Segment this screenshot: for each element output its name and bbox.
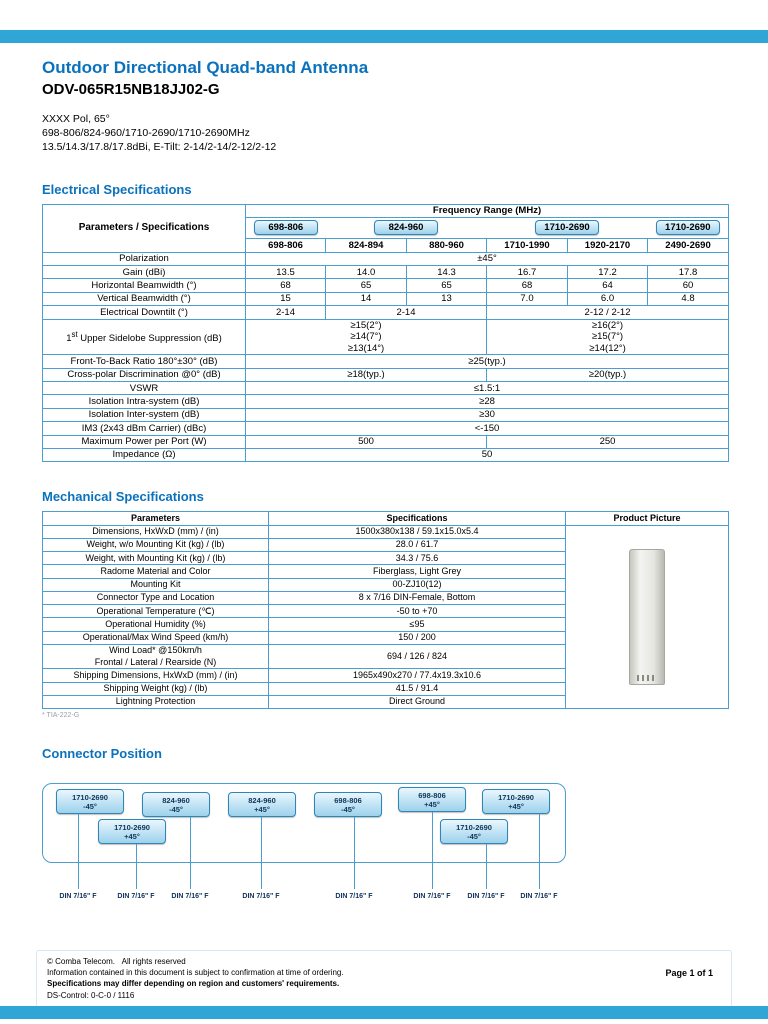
din-connector-label: DIN 7/16" F [242,893,280,901]
frequency-range-header: Frequency Range (MHz) [246,204,729,217]
table-row [43,368,729,381]
param-label: Polarization [43,252,246,265]
param-label: Dimensions, HxWxD (mm) / (in) [43,525,269,538]
spec-value: Fiberglass, Light Grey [269,565,566,578]
param-label: Isolation Inter-system (dB) [43,408,246,421]
spec-value: 17.8 [648,266,729,279]
spec-value: 68 [487,279,568,292]
spec-value: 14.0 [326,266,407,279]
connector-box-1710-2690-minus45-low: 1710-2690 -45° [440,819,508,844]
param-label: Horizontal Beamwidth (°) [43,279,246,292]
model-number: ODV-065R15NB18JJ02-G [42,81,220,98]
page-number: Page 1 of 1 [665,968,713,978]
spec-value: ≥16(2°) ≥15(7°) ≥14(12°) [487,319,729,355]
param-label: Maximum Power per Port (W) [43,435,246,448]
param-label: Operational Humidity (%) [43,618,269,631]
product-picture-cell [566,525,729,709]
din-connector-label: DIN 7/16" F [59,893,97,901]
param-label: Gain (dBi) [43,266,246,279]
din-connector-label: DIN 7/16" F [467,893,505,901]
electrical-specifications-table [42,204,729,463]
table-row [43,279,729,292]
spec-value: ≤95 [269,618,566,631]
param-label: Cross-polar Discrimination @0° (dB) [43,368,246,381]
table-row [43,292,729,305]
band-button-698-806: 698-806 [254,220,318,235]
spec-value: ≤1.5:1 [246,382,729,395]
spec-value: ≥18(typ.) [246,368,487,381]
param-label: Front-To-Back Ratio 180°±30° (dB) [43,355,246,368]
table-row [43,435,729,448]
spec-value: 65 [326,279,407,292]
spec-value: 7.0 [487,292,568,305]
spec-value: 14.3 [407,266,487,279]
spec-value: 16.7 [487,266,568,279]
spec-value: 1500x380x138 / 59.1x15.0x5.4 [269,525,566,538]
subband-header: 698-806 [246,239,326,252]
spec-value: 17.2 [568,266,648,279]
spec-value: Direct Ground [269,695,566,708]
din-connector-label: DIN 7/16" F [413,893,451,901]
top-accent-bar [0,30,768,43]
spec-value: 34.3 / 75.6 [269,552,566,565]
table-row [43,204,729,217]
spec-value: ≥30 [246,408,729,421]
connector-position-heading: Connector Position [42,746,162,762]
subband-header: 880-960 [407,239,487,252]
tia-footnote: * TIA-222-G [42,712,80,720]
param-label: Electrical Downtilt (°) [43,306,246,319]
spec-value: 6.0 [568,292,648,305]
connector-box-824-960-plus45: 824-960 +45° [228,792,296,817]
spec-value: 28.0 / 61.7 [269,538,566,551]
spec-value: 8 x 7/16 DIN-Female, Bottom [269,591,566,604]
subtitle-frequency-bands: 698-806/824-960/1710-2690/1710-2690MHz [42,127,250,140]
table-row [43,382,729,395]
connector-box-1710-2690-plus45-right: 1710-2690 +45° [482,789,550,814]
connector-box-824-960-minus45: 824-960 -45° [142,792,210,817]
param-label: IM3 (2x43 dBm Carrier) (dBc) [43,422,246,435]
param-label: Impedance (Ω) [43,448,246,461]
table-row [43,422,729,435]
spec-value: 50 [246,448,729,461]
spec-value: ≥20(typ.) [487,368,729,381]
din-connector-label: DIN 7/16" F [520,893,558,901]
spec-value: 60 [648,279,729,292]
connector-lead-line [432,812,433,889]
connector-lead-line [354,817,355,889]
subtitle-gain-tilt: 13.5/14.3/17.8/17.8dBi, E-Tilt: 2-14/2-14/2-12/2-12 [42,141,277,154]
param-label: Operational/Max Wind Speed (km/h) [43,631,269,644]
spec-value: 13.5 [246,266,326,279]
specifications-column-header: Specifications [269,512,566,525]
spec-value: ≥15(2°) ≥14(7°) ≥13(14°) [246,319,487,355]
spec-value: 00-ZJ10(12) [269,578,566,591]
spec-value: 150 / 200 [269,631,566,644]
band-button-cell [648,217,729,238]
page-footer [36,950,732,1008]
specifications-disclaimer-line: Specifications may differ depending on region and customers' requirements. [47,979,340,989]
param-label: VSWR [43,382,246,395]
spec-value: 14 [326,292,407,305]
connector-box-698-806-plus45: 698-806 +45° [398,787,466,812]
spec-value: 1965x490x270 / 77.4x19.3x10.6 [269,669,566,682]
ds-control-line: DS-Control: 0-C-0 / 1116 [47,990,135,1000]
subtitle-polarization: XXXX Pol, 65° [42,113,110,125]
subband-header: 1710-1990 [487,239,568,252]
product-picture-column-header: Product Picture [566,512,729,525]
parameters-column-header: Parameters [43,512,269,525]
spec-value: 2-12 / 2-12 [487,306,729,319]
din-connector-label: DIN 7/16" F [171,893,209,901]
band-button-824-960: 824-960 [374,220,438,235]
spec-value: ≥25(typ.) [246,355,729,368]
spec-value: 65 [407,279,487,292]
connector-lead-line [539,814,540,889]
param-label: Isolation Intra-system (dB) [43,395,246,408]
subband-header: 1920-2170 [568,239,648,252]
mechanical-specifications-table [42,511,729,709]
param-label: 1st Upper Sidelobe Suppression (dB) [43,319,246,355]
table-row [43,319,729,355]
connector-box-1710-2690-minus45: 1710-2690 -45° [56,789,124,814]
band-button-cell [487,217,648,238]
connector-lead-line [190,817,191,889]
table-header-row [43,512,729,525]
table-row [43,395,729,408]
bottom-accent-bar [0,1006,768,1019]
spec-value: <-150 [246,422,729,435]
connector-position-diagram [42,783,728,911]
copyright-line: © Comba Telecom. All rights reserved [47,957,186,966]
param-label: Shipping Weight (kg) / (lb) [43,682,269,695]
page-content [42,58,728,911]
connector-box-1710-2690-plus45-low: 1710-2690 +45° [98,819,166,844]
spec-value: 15 [246,292,326,305]
connector-box-698-806-minus45: 698-806 -45° [314,792,382,817]
din-connector-label: DIN 7/16" F [117,893,155,901]
band-button-1710-2690-a: 1710-2690 [535,220,599,235]
spec-value: 250 [487,435,729,448]
connector-lead-line [136,844,137,889]
spec-value: 2-14 [326,306,487,319]
subband-header: 2490-2690 [648,239,729,252]
spec-value: 64 [568,279,648,292]
table-row [43,525,729,538]
spec-value: 13 [407,292,487,305]
spec-value: 41.5 / 91.4 [269,682,566,695]
param-label: Weight, w/o Mounting Kit (kg) / (lb) [43,538,269,551]
table-row [43,408,729,421]
param-label: Mounting Kit [43,578,269,591]
spec-value: 500 [246,435,487,448]
spec-value: 4.8 [648,292,729,305]
param-label: Vertical Beamwidth (°) [43,292,246,305]
param-label: Connector Type and Location [43,591,269,604]
mechanical-specifications-heading: Mechanical Specifications [42,489,204,505]
table-row [43,355,729,368]
confirmation-line: Information contained in this document is subject to confirmation at time of ordering. [47,968,344,978]
subband-header: 824-894 [326,239,407,252]
param-label: Weight, with Mounting Kit (kg) / (lb) [43,552,269,565]
param-label: Radome Material and Color [43,565,269,578]
param-label: Lightning Protection [43,695,269,708]
spec-value: ±45° [246,252,729,265]
connector-lead-line [78,814,79,889]
band-button-cell [246,217,326,238]
param-label: Shipping Dimensions, HxWxD (mm) / (in) [43,669,269,682]
din-connector-label: DIN 7/16" F [335,893,373,901]
antenna-product-image [629,549,665,685]
connector-lead-line [486,844,487,889]
electrical-specifications-heading: Electrical Specifications [42,181,192,197]
page-title: Outdoor Directional Quad-band Antenna [42,58,369,77]
table-row [43,306,729,319]
spec-value: 68 [246,279,326,292]
spec-value: 694 / 126 / 824 [269,644,566,669]
spec-value: ≥28 [246,395,729,408]
spec-value: 2-14 [246,306,326,319]
band-button-1710-2690-b: 1710-2690 [656,220,720,235]
band-button-cell [326,217,487,238]
table-row [43,252,729,265]
param-label: Wind Load* @150km/h Frontal / Lateral / Rearside (N) [43,644,269,669]
table-row [43,266,729,279]
table-row [43,448,729,461]
parameters-header-cell: Parameters / Specifications [43,204,246,252]
connector-lead-line [261,817,262,889]
spec-value: -50 to +70 [269,605,566,618]
param-label: Operational Temperature (℃) [43,605,269,618]
